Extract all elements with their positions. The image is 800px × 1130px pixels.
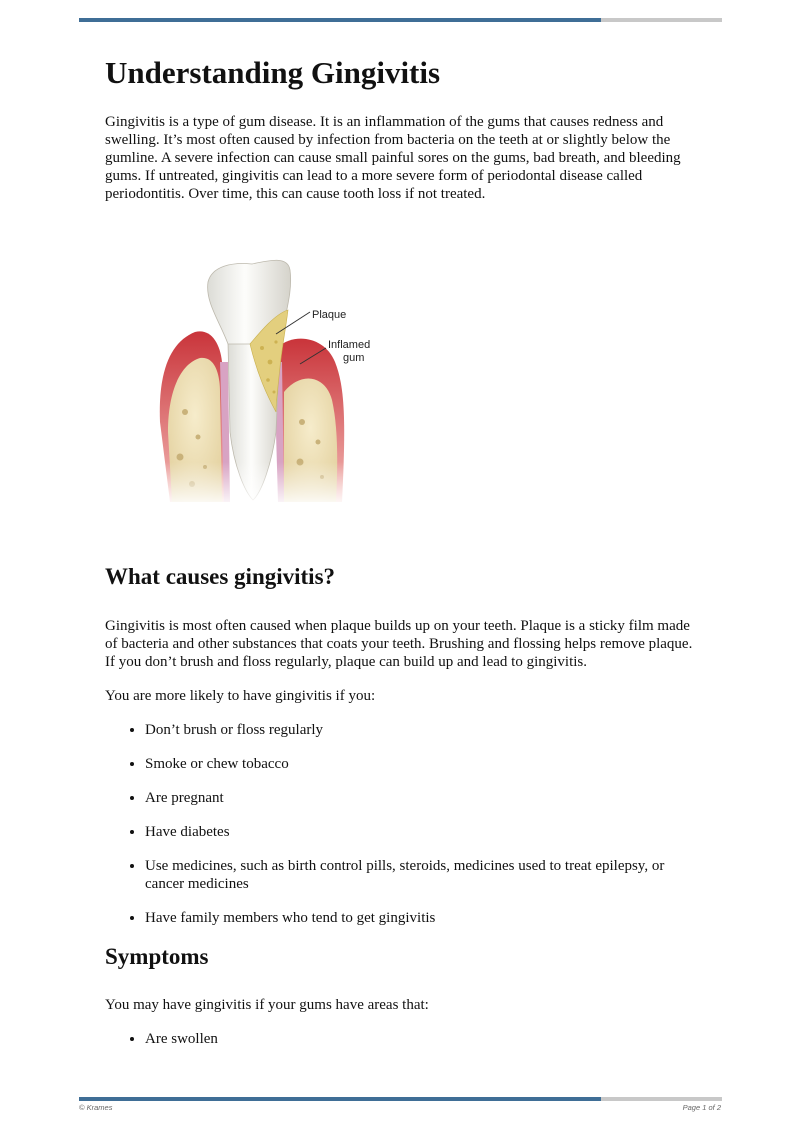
list-item: • Don’t brush or floss regularly: [145, 721, 705, 739]
header-progress-bar: [79, 18, 722, 22]
list-item: • Have family members who tend to get gingivitis: [145, 909, 705, 927]
symptoms-intro: You may have gingivitis if your gums have areas that:: [105, 997, 429, 1014]
symptoms-list: [105, 1030, 705, 1048]
document-body: [105, 54, 705, 1064]
list-item: • Are pregnant: [145, 789, 705, 807]
footer-progress-fill: [79, 1097, 601, 1101]
list-item: • Use medicines, such as birth control pills, steroids, medicines used to treat epilepsy, or cancer medicines: [145, 857, 705, 893]
inflamed-gum-label-line2: gum: [343, 352, 365, 364]
fade-overlay: [150, 462, 410, 508]
symptoms-heading: Symptoms: [105, 943, 209, 969]
inflamed-gum-label-line1: Inflamed: [328, 339, 371, 351]
footer-progress-bar: [79, 1097, 722, 1101]
list-item: • Smoke or chew tobacco: [145, 755, 705, 773]
risk-intro: You are more likely to have gingivitis if you:: [105, 687, 376, 704]
causes-heading: What causes gingivitis?: [105, 564, 336, 590]
page-title: Understanding Gingivitis: [105, 55, 441, 90]
list-item: • Have diabetes: [145, 823, 705, 841]
risk-list: [105, 721, 705, 927]
gingivitis-illustration: [150, 252, 410, 508]
footer-page-number: Page 1 of 2: [682, 1103, 721, 1112]
plaque-label: Plaque: [312, 309, 347, 321]
causes-paragraph: Gingivitis is most often caused when plaque builds up on your teeth. Plaque is a sticky film made of bacteria and other substances that coats your teeth. Brushing and flossing helps remove plaque. If you don’t brush and floss regularly, plaque can build up and lead to gingivitis.: [105, 617, 693, 670]
footer-copyright: © Krames: [79, 1103, 113, 1112]
list-item: • Are swollen: [145, 1030, 705, 1048]
header-progress-fill: [79, 18, 601, 22]
intro-paragraph: Gingivitis is a type of gum disease. It is an inflammation of the gums that causes redness and swelling. It’s most often caused by infection from bacteria on the teeth at or slightly below the gumline. A severe infection can cause small painful sores on the gums, bad breath, and bleeding gums. If untreated, gingivitis can lead to a more severe form of periodontal disease called periodontitis. Over time, this can cause tooth loss if not treated.: [105, 114, 681, 203]
